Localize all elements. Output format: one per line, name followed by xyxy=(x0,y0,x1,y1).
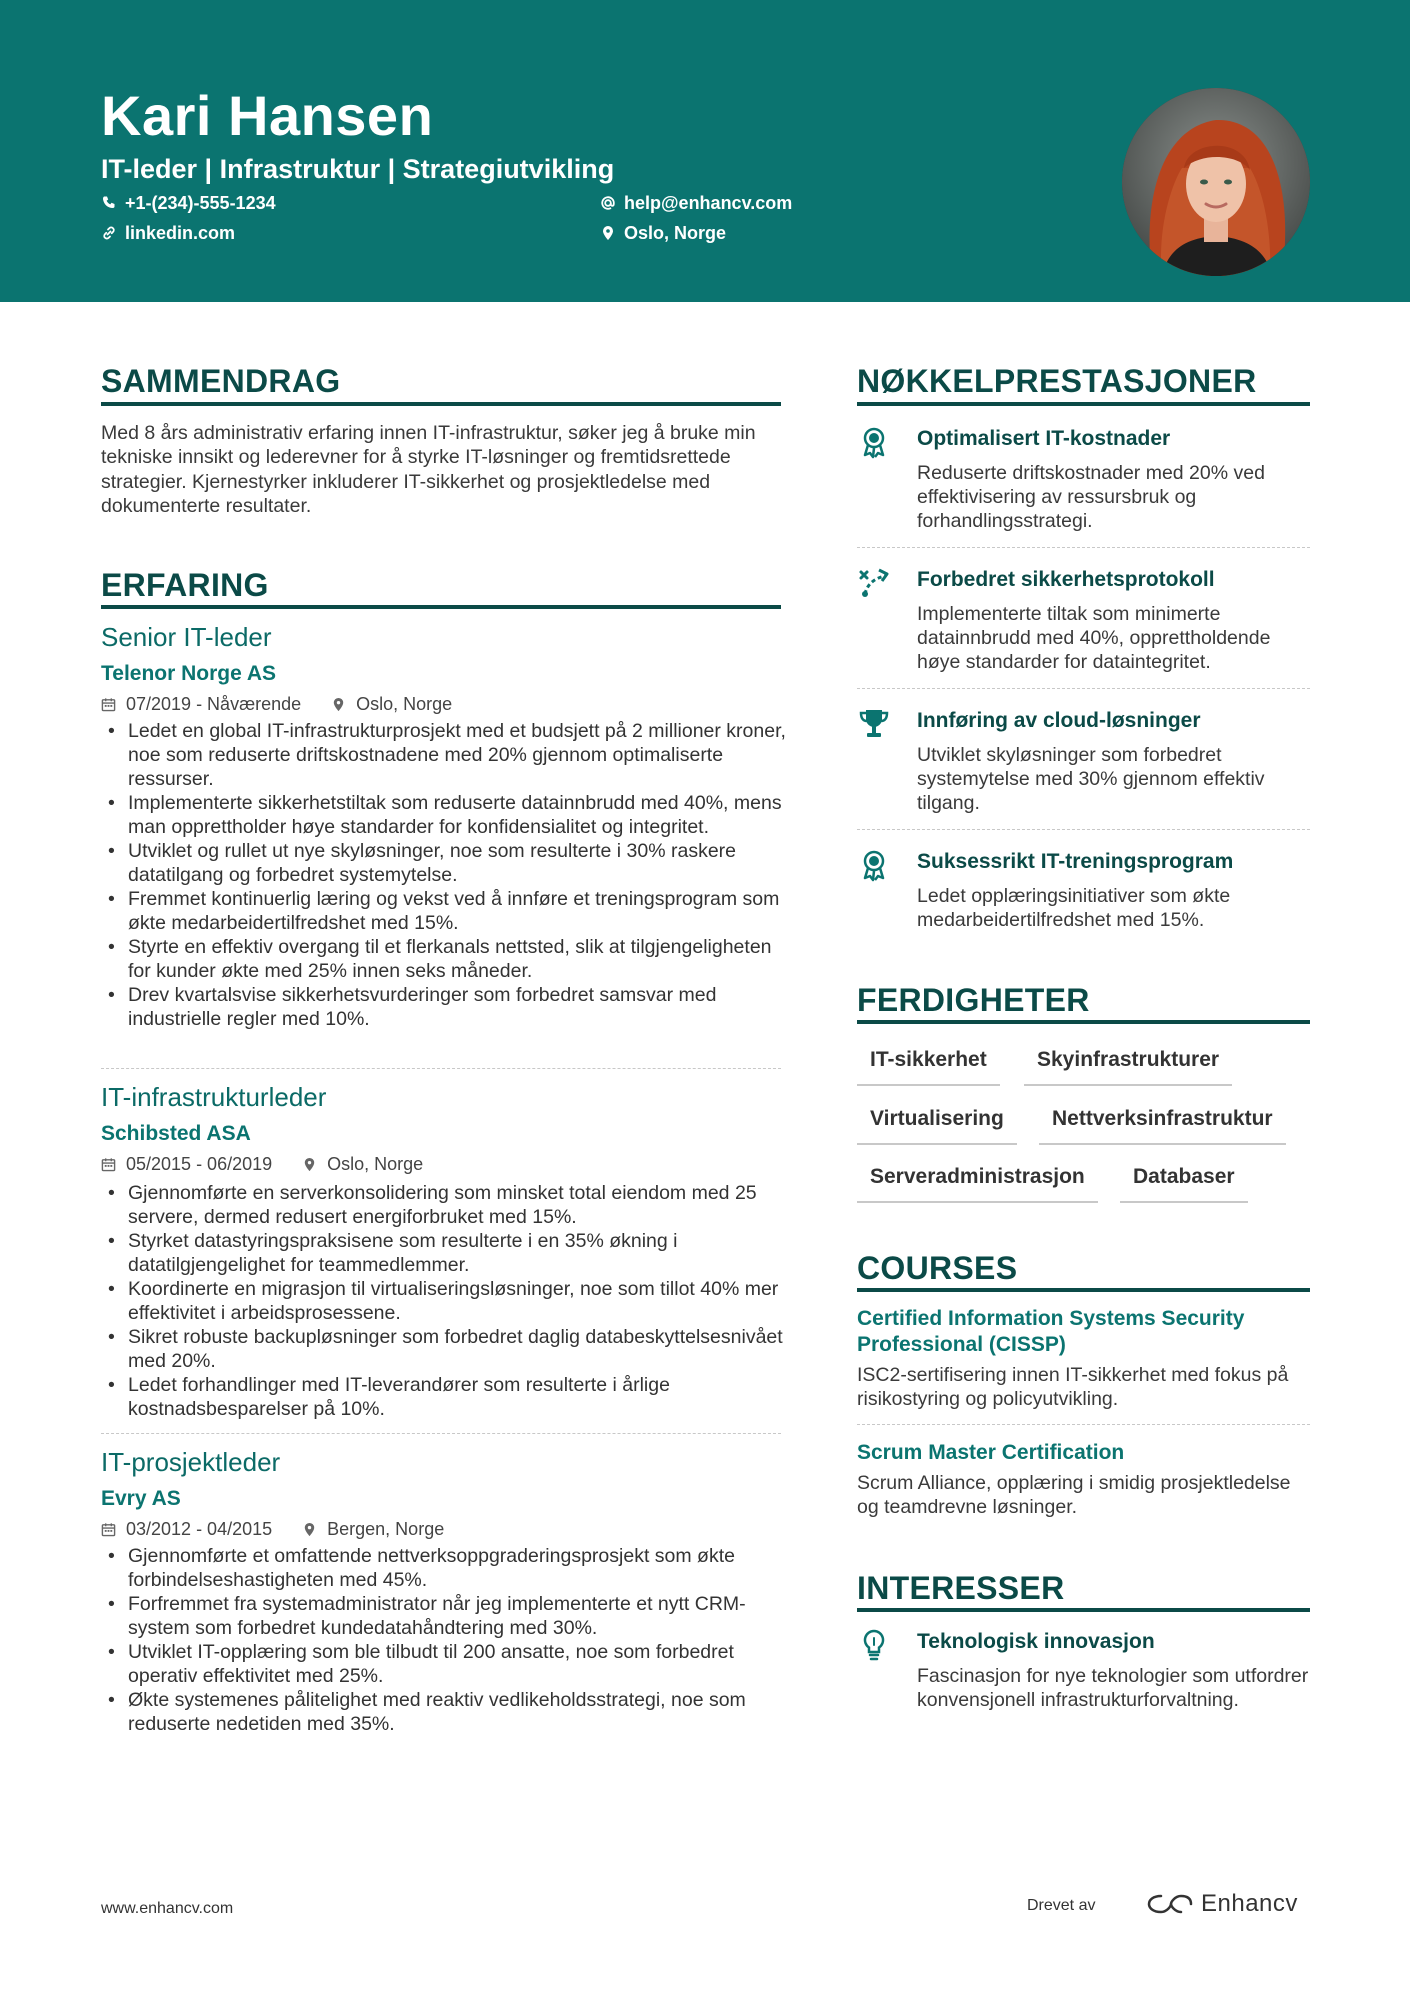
footer-website[interactable]: www.enhancv.com xyxy=(101,1900,234,1917)
interest-title: Teknologisk innovasjon xyxy=(917,1630,1155,1653)
location-pin-icon xyxy=(302,1157,317,1172)
job-dates: 07/2019 - Nåværende xyxy=(126,694,302,714)
courses-heading: COURSES xyxy=(857,1250,1018,1286)
interests-heading: INTERESSER xyxy=(857,1570,1065,1606)
calendar-icon xyxy=(101,697,116,712)
achievements-rule xyxy=(857,402,1310,406)
summary-rule xyxy=(101,402,781,406)
skills-heading: FERDIGHETER xyxy=(857,982,1090,1018)
achievement-title: Optimalisert IT-kostnader xyxy=(917,427,1171,450)
link-icon xyxy=(101,225,117,241)
location-text: Oslo, Norge xyxy=(624,223,727,243)
divider xyxy=(101,1433,781,1434)
profile-photo xyxy=(1122,88,1310,276)
job-meta xyxy=(101,1518,444,1540)
job-company: Evry AS xyxy=(101,1487,181,1510)
skill-tag: Nettverksinfrastruktur xyxy=(1039,1105,1286,1145)
divider xyxy=(101,1068,781,1069)
list-item: • Koordinerte en migrasjon til virtualiseringsløsninger, noe som tillot 40% mer effektivitet i arbeidsprosessene. xyxy=(101,1277,791,1325)
divider xyxy=(857,547,1310,548)
list-item: • Fremmet kontinuerlig læring og vekst ved å innføre et treningsprogram som økte medarbeidertilfredshet med 15%. xyxy=(101,887,791,935)
list-item: • Ledet en global IT-infrastrukturprosjekt med et budsjett på 2 millioner kroner, noe som reduserte driftskostnadene med 20% gjennom optimaliserte ressurser. xyxy=(101,719,791,791)
course-desc: ISC2-sertifisering innen IT-sikkerhet med fokus på risikostyring og policyutvikling. xyxy=(857,1364,1289,1410)
strategy-arrow-icon xyxy=(857,566,891,600)
contact-linkedin[interactable] xyxy=(101,221,235,245)
footer-powered-by: Drevet av xyxy=(1027,1897,1096,1914)
enhancv-logo-icon xyxy=(1147,1892,1193,1916)
achievement-title: Forbedret sikkerhetsprotokoll xyxy=(917,568,1215,591)
achievement-title: Suksessrikt IT-treningsprogram xyxy=(917,850,1234,873)
achievement-item xyxy=(857,707,1310,817)
divider xyxy=(857,1424,1310,1425)
contact-phone[interactable] xyxy=(101,191,276,215)
interest-item xyxy=(857,1628,1310,1738)
list-item: • Utviklet IT-opplæring som ble tilbudt til 200 ansatte, noe som forbedret operativ effektivitet med 25%. xyxy=(101,1640,791,1688)
at-icon xyxy=(600,195,616,211)
list-item: • Økte systemenes pålitelighet med reaktiv vedlikeholdsstrategi, noe som reduserte nedetiden med 35%. xyxy=(101,1688,791,1736)
courses-rule xyxy=(857,1288,1310,1292)
enhancv-logo[interactable] xyxy=(1147,1890,1298,1918)
job-company: Telenor Norge AS xyxy=(101,662,277,685)
summary-text: Med 8 års administrativ erfaring innen IT-infrastruktur, søker jeg å bruke min tekniske innsikt og lederevner for å styrke IT-løsninger og fremtidsrettede strategier. Kjernestyrker inkluderer IT-sikkerhet og prosjektledelse med dokumenterte resultater. xyxy=(101,422,756,517)
achievement-desc: Reduserte driftskostnader med 20% ved effektivisering av ressursbruk og forhandlingsstrategi. xyxy=(917,462,1265,532)
job-company: Schibsted ASA xyxy=(101,1122,251,1145)
job-location: Oslo, Norge xyxy=(356,694,453,714)
list-item: • Gjennomførte en serverkonsolidering som minsket total eiendom med 25 servere, dermed redusert energiforbruket med 15%. xyxy=(101,1181,791,1229)
interests-rule xyxy=(857,1608,1310,1612)
trophy-icon xyxy=(857,707,891,741)
award-ribbon-icon xyxy=(857,425,891,459)
list-item: • Forfremmet fra systemadministrator når jeg implementerte et nytt CRM-system som forbedret kundedatahåndtering med 30%. xyxy=(101,1592,791,1640)
lightbulb-icon xyxy=(857,1628,891,1662)
achievement-item xyxy=(857,566,1310,676)
experience-rule xyxy=(101,605,781,609)
job-dates: 03/2012 - 04/2015 xyxy=(126,1519,273,1539)
skill-tag: IT-sikkerhet xyxy=(857,1046,1000,1086)
candidate-name: Kari Hansen xyxy=(101,84,434,147)
job-dates: 05/2015 - 06/2019 xyxy=(126,1154,273,1174)
achievement-desc: Ledet opplæringsinitiativer som økte medarbeidertilfredshet med 15%. xyxy=(917,885,1231,931)
divider xyxy=(857,688,1310,689)
skills-rule xyxy=(857,1020,1310,1024)
location-pin-icon xyxy=(600,225,616,241)
list-item: • Styrte en effektiv overgang til et flerkanals nettsted, slik at tilgjengeligheten for kunder økte med 25% innen seks måneder. xyxy=(101,935,791,983)
skill-tag: Skyinfrastrukturer xyxy=(1024,1046,1232,1086)
location-pin-icon xyxy=(302,1522,317,1537)
header-banner xyxy=(0,0,1410,302)
email-text: help@enhancv.com xyxy=(624,193,793,213)
divider xyxy=(857,829,1310,830)
achievement-item xyxy=(857,425,1310,535)
phone-text: +1-(234)-555-1234 xyxy=(125,193,276,213)
location-pin-icon xyxy=(331,697,346,712)
interest-desc: Fascinasjon for nye teknologier som utfordrer konvensjonell infrastrukturforvaltning. xyxy=(917,1665,1309,1711)
job-meta xyxy=(101,1153,423,1175)
experience-heading: ERFARING xyxy=(101,567,269,603)
achievement-item xyxy=(857,848,1310,938)
course-desc: Scrum Alliance, opplæring i smidig prosjektledelse og teamdrevne løsninger. xyxy=(857,1472,1291,1518)
enhancv-brand: Enhancv xyxy=(1201,1890,1298,1917)
job-meta xyxy=(101,693,452,715)
list-item: • Ledet forhandlinger med IT-leverandører som resulterte i årlige kostnadsbesparelser på 10%. xyxy=(101,1373,791,1421)
calendar-icon xyxy=(101,1157,116,1172)
award-ribbon-icon xyxy=(857,848,891,882)
list-item: • Gjennomførte et omfattende nettverksoppgraderingsprosjekt som økte forbindelseshastigheten med 45%. xyxy=(101,1544,791,1592)
achievement-title: Innføring av cloud-løsninger xyxy=(917,709,1201,732)
candidate-title: IT-leder | Infrastruktur | Strategiutvikling xyxy=(101,154,615,184)
list-item: • Styrket datastyringspraksisene som resulterte i en 35% økning i datatilgjengelighet for teammedlemmer. xyxy=(101,1229,791,1277)
course-title: Certified Information Systems Security Professional (CISSP) xyxy=(857,1307,1245,1356)
contact-email[interactable] xyxy=(600,191,792,215)
job-bullets xyxy=(101,719,791,1031)
skill-tag: Serveradministrasjon xyxy=(857,1163,1098,1203)
job-title: IT-prosjektleder xyxy=(101,1447,281,1477)
phone-icon xyxy=(101,195,117,211)
list-item: • Utviklet og rullet ut nye skyløsninger, noe som resulterte i 30% raskere datatilgang og forbedret systemytelse. xyxy=(101,839,791,887)
achievements-heading: NØKKELPRESTASJONER xyxy=(857,363,1257,399)
contact-location xyxy=(600,221,726,245)
skill-tag: Databaser xyxy=(1120,1163,1248,1203)
job-title: IT-infrastrukturleder xyxy=(101,1082,327,1112)
achievement-desc: Implementerte tiltak som minimerte datainnbrudd med 40%, opprettholdende høye standarder for dataintegritet. xyxy=(917,603,1271,673)
job-bullets xyxy=(101,1181,791,1421)
skill-tag: Virtualisering xyxy=(857,1105,1017,1145)
summary-heading: SAMMENDRAG xyxy=(101,363,341,399)
job-location: Bergen, Norge xyxy=(327,1519,445,1539)
job-location: Oslo, Norge xyxy=(327,1154,424,1174)
job-title: Senior IT-leder xyxy=(101,622,272,652)
list-item: • Sikret robuste backupløsninger som forbedret daglig databeskyttelsesnivået med 20%. xyxy=(101,1325,791,1373)
linkedin-text: linkedin.com xyxy=(125,223,236,243)
course-title: Scrum Master Certification xyxy=(857,1441,1125,1464)
list-item: • Drev kvartalsvise sikkerhetsvurderinger som forbedret samsvar med industrielle regler med 10%. xyxy=(101,983,791,1031)
achievement-desc: Utviklet skyløsninger som forbedret systemytelse med 30% gjennom effektiv tilgang. xyxy=(917,744,1265,814)
job-bullets xyxy=(101,1544,791,1736)
calendar-icon xyxy=(101,1522,116,1537)
list-item: • Implementerte sikkerhetstiltak som reduserte datainnbrudd med 40%, mens man opprettholder høye standarder for konfidensialitet og integritet. xyxy=(101,791,791,839)
